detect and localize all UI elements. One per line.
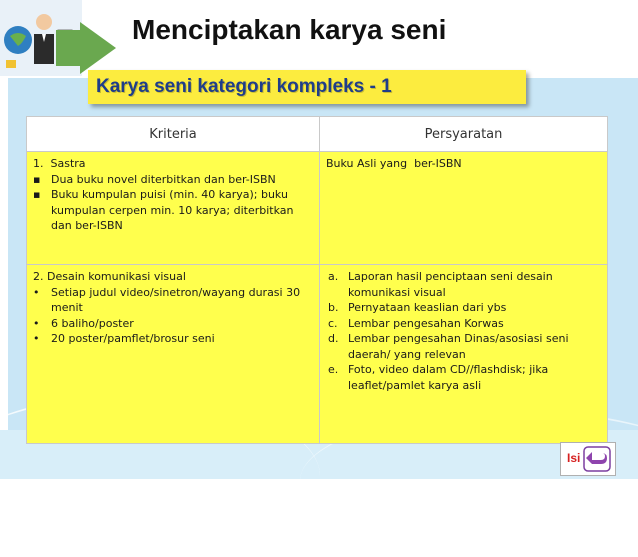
list-item: • 6 baliho/poster <box>33 316 134 330</box>
list-item: ▪ Dua buku novel diterbitkan dan ber-ISBN <box>33 172 276 186</box>
table-header-row <box>27 117 608 152</box>
list-item: ▪ Buku kumpulan puisi (min. 40 karya); buku kumpulan cerpen min. 10 karya; diterbitkan dan ber-ISBN <box>33 188 294 232</box>
title-accent-arrow <box>80 22 116 74</box>
list-item: e. Foto, video dalam CD//flashdisk; jika leaflet/pamlet karya asli <box>328 363 549 392</box>
list-item: d. Lembar pengesahan Dinas/asosiasi seni daerah/ yang relevan <box>328 332 569 361</box>
list-item: c. Lembar pengesahan Korwas <box>328 316 504 330</box>
isi-label: Isi <box>567 451 581 465</box>
slide-title: Menciptakan karya seni <box>132 14 447 45</box>
kriteria-heading: 2. Desain komunikasi visual <box>33 270 186 283</box>
list-item: • Setiap judul video/sinetron/wayang durasi 30 menit <box>33 285 301 314</box>
persyaratan-text: Buku Asli yang ber-ISBN <box>326 157 462 170</box>
kriteria-cell <box>27 152 320 265</box>
table-row <box>27 152 608 265</box>
round-bullet-icon: • <box>33 316 40 330</box>
persyaratan-cell <box>320 152 608 265</box>
column-header-persyaratan: Persyaratan <box>320 117 608 152</box>
criteria-table <box>26 116 608 444</box>
slide-subtitle: Karya seni kategori kompleks - 1 <box>96 76 392 97</box>
return-arrow-icon <box>583 446 611 477</box>
square-bullet-icon: ▪ <box>33 172 41 186</box>
isi-return-button[interactable] <box>560 442 616 476</box>
round-bullet-icon: • <box>33 285 40 299</box>
list-item: b. Pernyataan keaslian dari ybs <box>328 301 507 314</box>
subtitle-banner <box>88 70 526 104</box>
kriteria-cell <box>27 265 320 444</box>
kriteria-heading: 1. Sastra <box>33 157 86 170</box>
round-bullet-icon: • <box>33 332 40 345</box>
table-row <box>27 265 608 444</box>
persyaratan-cell <box>320 265 608 444</box>
square-bullet-icon: ▪ <box>33 188 41 201</box>
list-item: • 20 poster/pamflet/brosur seni <box>33 332 215 345</box>
list-item: a. Laporan hasil penciptaan seni desain komunikasi visual <box>328 270 553 299</box>
column-header-kriteria: Kriteria <box>27 117 320 152</box>
